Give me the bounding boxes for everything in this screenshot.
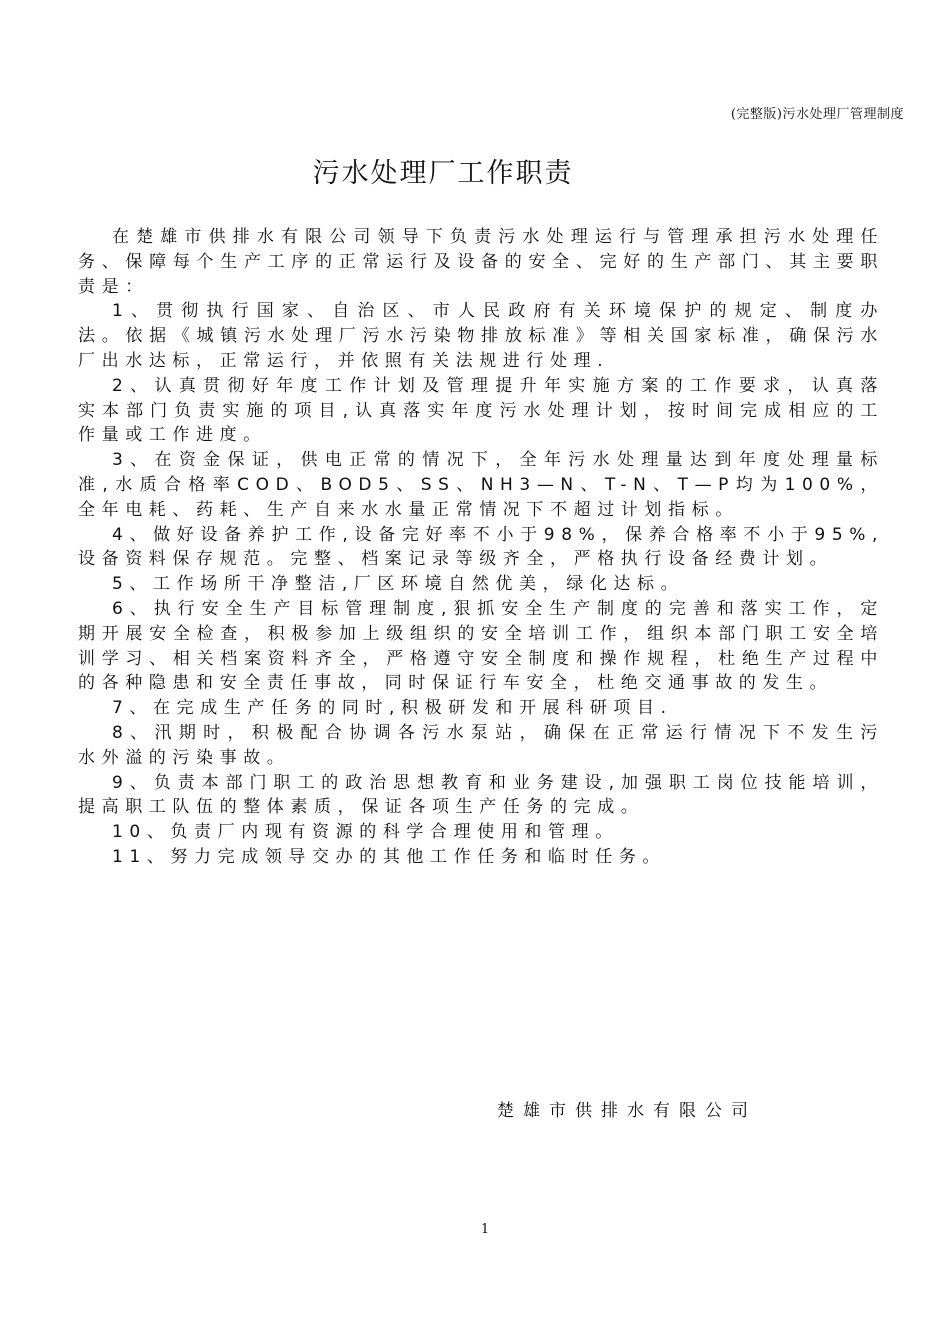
duty-item-6: 6、执行安全生产目标管理制度,狠抓安全生产制度的完善和落实工作，定期开展安全检查，积极参加上级组织的安全培训工作，组织本部门职工安全培训学习、相关档案资料齐全，严格遵守安全制度和操作规程，杜绝生产过程中的各种隐患和安全责任事故，同时保证行车安全，杜绝交通事故的发生。 <box>78 598 884 694</box>
header-note: (完整版)污水处理厂管理制度 <box>730 107 904 122</box>
document-body <box>78 225 884 870</box>
page-number: 1 <box>480 1222 490 1237</box>
duty-item-11: 11、努力完成领导交办的其他工作任务和临时任务。 <box>112 846 667 867</box>
duty-item-10: 10、负责厂内现有资源的科学合理使用和管理。 <box>112 822 619 843</box>
duty-item-1: 1、贯彻执行国家、自治区、市人民政府有关环境保护的规定、制度办法。依据《城镇污水处理厂污水污染物排放标准》等相关国家标准，确保污水厂出水达标，正常运行，并依照有关法规进行处理. <box>78 301 884 371</box>
company-signature: 楚雄市供排水有限公司 <box>497 1101 757 1121</box>
duty-item-3: 3、在资金保证，供电正常的情况下，全年污水处理量达到年度处理量标准,水质合格率COD、BOD5、SS、NH3—N、T-N、T—P均为100%，全年电耗、药耗、生产自来水水量正常情况下不超过计划指标。 <box>78 450 884 520</box>
duty-item-9: 9、负责本部门职工的政治思想教育和业务建设,加强职工岗位技能培训，提高职工队伍的整体素质，保证各项生产任务的完成。 <box>78 772 884 818</box>
duty-item-5: 5、工作场所干净整洁,厂区环境自然优美，绿化达标。 <box>112 574 685 595</box>
duty-item-8: 8、汛期时，积极配合协调各污水泵站，确保在正常运行情况下不发生污水外溢的污染事故。 <box>78 722 884 768</box>
page-title: 污水处理厂工作职责 <box>312 158 574 190</box>
duty-item-2: 2、认真贯彻好年度工作计划及管理提升年实施方案的工作要求，认真落实本部门负责实施的项目,认真落实年度污水处理计划，按时间完成相应的工作量或工作进度。 <box>78 375 884 446</box>
duty-item-7: 7、在完成生产任务的同时,积极研发和开展科研项目. <box>112 698 673 719</box>
intro-paragraph: 在楚雄市供排水有限公司领导下负责污水处理运行与管理承担污水处理任务、保障每个生产工序的正常运行及设备的安全、完好的生产部门、其主要职责是： <box>78 227 884 297</box>
duty-item-4: 4、做好设备养护工作,设备完好率不小于98%，保养合格率不小于95%,设备资料保存规范。完整、档案记录等级齐全，严格执行设备经费计划。 <box>78 524 884 570</box>
